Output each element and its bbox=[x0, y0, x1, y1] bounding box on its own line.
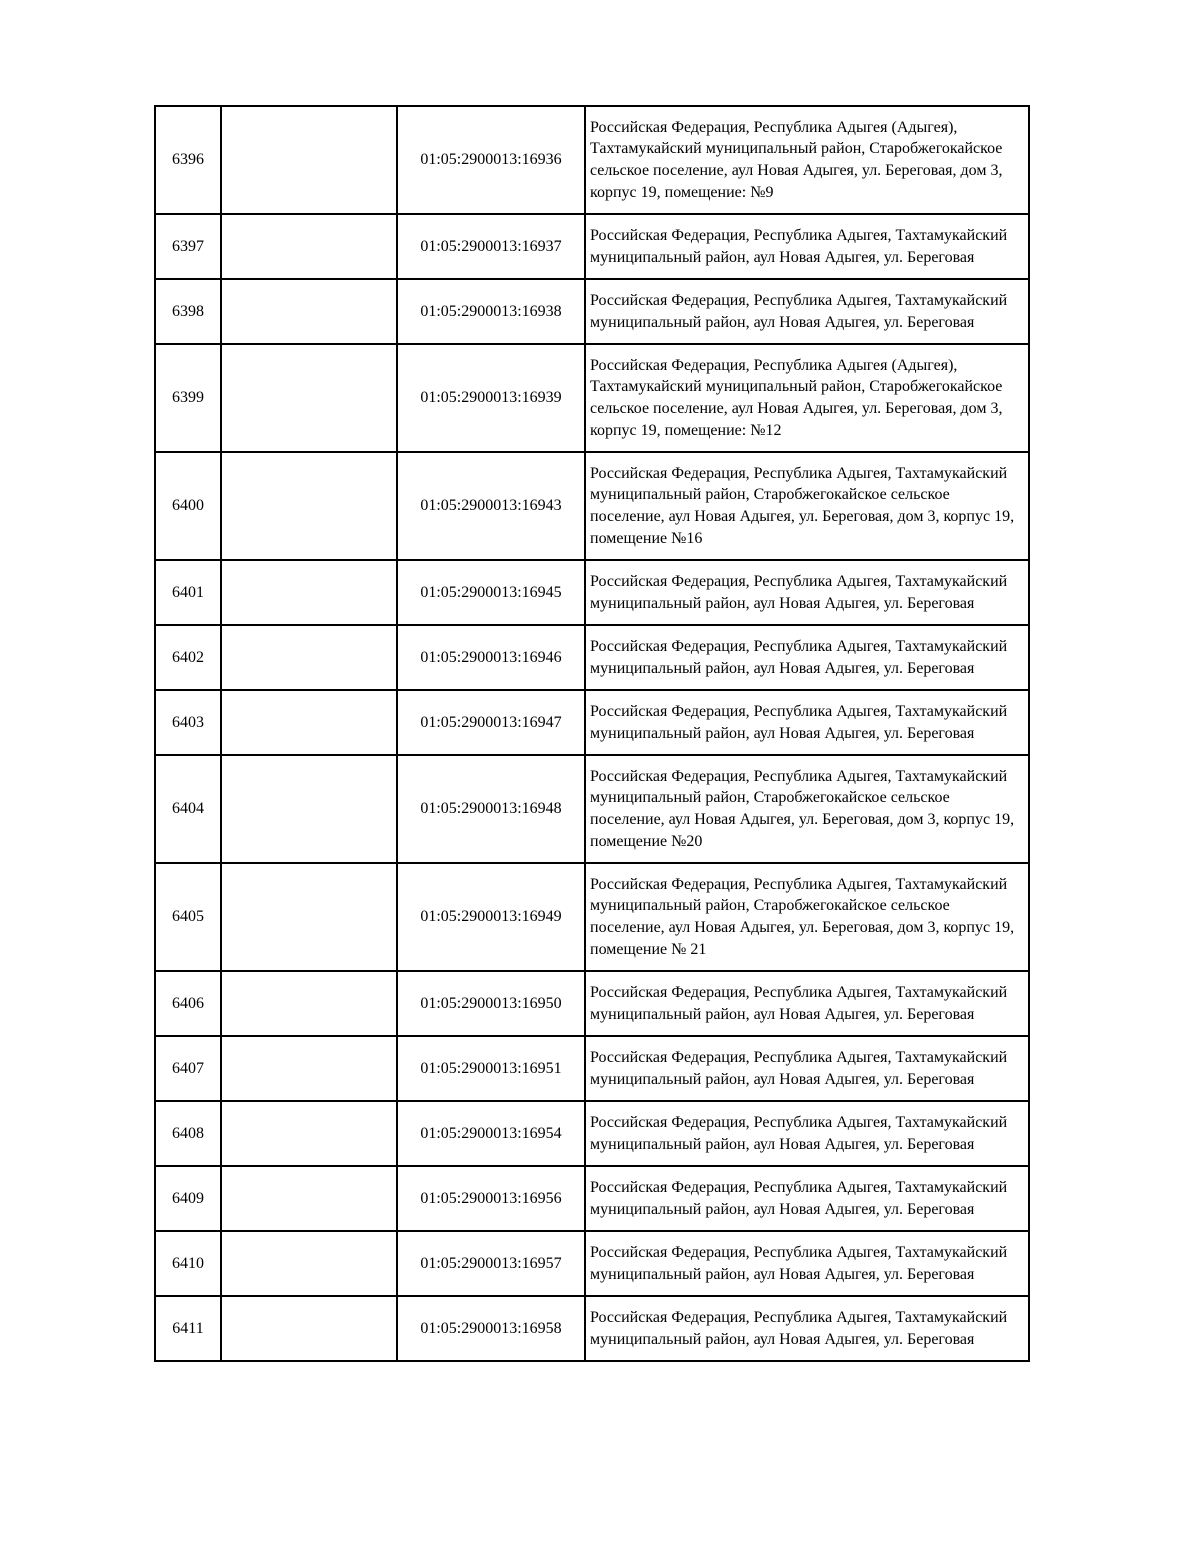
row-number: 6401 bbox=[155, 560, 221, 625]
table-row bbox=[155, 971, 1029, 1036]
table-row bbox=[155, 755, 1029, 863]
row-number: 6400 bbox=[155, 452, 221, 560]
address-cell: Российская Федерация, Республика Адыгея (Адыгея), Тахтамукайский муниципальный район, Старобжегокайское сельское поселение, аул Новая Адыгея, ул. Береговая, дом 3, корпус 19, помещение: №9 bbox=[585, 106, 1029, 214]
row-number: 6396 bbox=[155, 106, 221, 214]
address-cell: Российская Федерация, Республика Адыгея, Тахтамукайский муниципальный район, аул Новая Адыгея, ул. Береговая bbox=[585, 1101, 1029, 1166]
cadastral-number: 01:05:2900013:16950 bbox=[397, 971, 585, 1036]
address-cell: Российская Федерация, Республика Адыгея, Тахтамукайский муниципальный район, аул Новая Адыгея, ул. Береговая bbox=[585, 1231, 1029, 1296]
row-number: 6409 bbox=[155, 1166, 221, 1231]
row-number: 6406 bbox=[155, 971, 221, 1036]
row-number: 6403 bbox=[155, 690, 221, 755]
owner-cell bbox=[221, 1166, 397, 1231]
table-row bbox=[155, 344, 1029, 452]
cadastral-number: 01:05:2900013:16946 bbox=[397, 625, 585, 690]
owner-cell bbox=[221, 755, 397, 863]
row-number: 6410 bbox=[155, 1231, 221, 1296]
property-table bbox=[154, 105, 1030, 1362]
cadastral-number: 01:05:2900013:16958 bbox=[397, 1296, 585, 1361]
cadastral-number: 01:05:2900013:16956 bbox=[397, 1166, 585, 1231]
cadastral-number: 01:05:2900013:16949 bbox=[397, 863, 585, 971]
cadastral-number: 01:05:2900013:16939 bbox=[397, 344, 585, 452]
address-cell: Российская Федерация, Республика Адыгея, Тахтамукайский муниципальный район, Старобжегокайское сельское поселение, аул Новая Адыгея, ул. Береговая, дом 3, корпус 19, помещение №20 bbox=[585, 755, 1029, 863]
owner-cell bbox=[221, 863, 397, 971]
row-number: 6407 bbox=[155, 1036, 221, 1101]
address-cell: Российская Федерация, Республика Адыгея (Адыгея), Тахтамукайский муниципальный район, Старобжегокайское сельское поселение, аул Новая Адыгея, ул. Береговая, дом 3, корпус 19, помещение: №12 bbox=[585, 344, 1029, 452]
row-number: 6398 bbox=[155, 279, 221, 344]
address-cell: Российская Федерация, Республика Адыгея, Тахтамукайский муниципальный район, аул Новая Адыгея, ул. Береговая bbox=[585, 690, 1029, 755]
cadastral-number: 01:05:2900013:16957 bbox=[397, 1231, 585, 1296]
owner-cell bbox=[221, 106, 397, 214]
address-cell: Российская Федерация, Республика Адыгея, Тахтамукайский муниципальный район, аул Новая Адыгея, ул. Береговая bbox=[585, 1296, 1029, 1361]
table-row bbox=[155, 625, 1029, 690]
owner-cell bbox=[221, 344, 397, 452]
table-row bbox=[155, 279, 1029, 344]
row-number: 6402 bbox=[155, 625, 221, 690]
property-table-body bbox=[155, 106, 1029, 1361]
cadastral-number: 01:05:2900013:16954 bbox=[397, 1101, 585, 1166]
cadastral-number: 01:05:2900013:16938 bbox=[397, 279, 585, 344]
address-cell: Российская Федерация, Республика Адыгея, Тахтамукайский муниципальный район, аул Новая Адыгея, ул. Береговая bbox=[585, 1036, 1029, 1101]
address-cell: Российская Федерация, Республика Адыгея, Тахтамукайский муниципальный район, аул Новая Адыгея, ул. Береговая bbox=[585, 1166, 1029, 1231]
address-cell: Российская Федерация, Республика Адыгея, Тахтамукайский муниципальный район, Старобжегокайское сельское поселение, аул Новая Адыгея, ул. Береговая, дом 3, корпус 19, помещение № 21 bbox=[585, 863, 1029, 971]
owner-cell bbox=[221, 279, 397, 344]
row-number: 6405 bbox=[155, 863, 221, 971]
cadastral-number: 01:05:2900013:16947 bbox=[397, 690, 585, 755]
address-cell: Российская Федерация, Республика Адыгея, Тахтамукайский муниципальный район, Старобжегокайское сельское поселение, аул Новая Адыгея, ул. Береговая, дом 3, корпус 19, помещение №16 bbox=[585, 452, 1029, 560]
address-cell: Российская Федерация, Республика Адыгея, Тахтамукайский муниципальный район, аул Новая Адыгея, ул. Береговая bbox=[585, 560, 1029, 625]
cadastral-number: 01:05:2900013:16945 bbox=[397, 560, 585, 625]
row-number: 6397 bbox=[155, 214, 221, 279]
cadastral-number: 01:05:2900013:16937 bbox=[397, 214, 585, 279]
cadastral-number: 01:05:2900013:16951 bbox=[397, 1036, 585, 1101]
table-row bbox=[155, 690, 1029, 755]
owner-cell bbox=[221, 690, 397, 755]
owner-cell bbox=[221, 971, 397, 1036]
owner-cell bbox=[221, 560, 397, 625]
row-number: 6399 bbox=[155, 344, 221, 452]
table-row bbox=[155, 1231, 1029, 1296]
owner-cell bbox=[221, 1296, 397, 1361]
table-row bbox=[155, 106, 1029, 214]
cadastral-number: 01:05:2900013:16948 bbox=[397, 755, 585, 863]
cadastral-number: 01:05:2900013:16943 bbox=[397, 452, 585, 560]
address-cell: Российская Федерация, Республика Адыгея, Тахтамукайский муниципальный район, аул Новая Адыгея, ул. Береговая bbox=[585, 625, 1029, 690]
table-row bbox=[155, 1036, 1029, 1101]
row-number: 6411 bbox=[155, 1296, 221, 1361]
table-row bbox=[155, 1166, 1029, 1231]
owner-cell bbox=[221, 1101, 397, 1166]
address-cell: Российская Федерация, Республика Адыгея, Тахтамукайский муниципальный район, аул Новая Адыгея, ул. Береговая bbox=[585, 279, 1029, 344]
address-cell: Российская Федерация, Республика Адыгея, Тахтамукайский муниципальный район, аул Новая Адыгея, ул. Береговая bbox=[585, 214, 1029, 279]
table-row bbox=[155, 560, 1029, 625]
table-row bbox=[155, 1296, 1029, 1361]
cadastral-number: 01:05:2900013:16936 bbox=[397, 106, 585, 214]
owner-cell bbox=[221, 625, 397, 690]
row-number: 6408 bbox=[155, 1101, 221, 1166]
table-row bbox=[155, 1101, 1029, 1166]
address-cell: Российская Федерация, Республика Адыгея, Тахтамукайский муниципальный район, аул Новая Адыгея, ул. Береговая bbox=[585, 971, 1029, 1036]
owner-cell bbox=[221, 1036, 397, 1101]
row-number: 6404 bbox=[155, 755, 221, 863]
table-row bbox=[155, 214, 1029, 279]
table-row bbox=[155, 863, 1029, 971]
table-row bbox=[155, 452, 1029, 560]
owner-cell bbox=[221, 214, 397, 279]
owner-cell bbox=[221, 1231, 397, 1296]
owner-cell bbox=[221, 452, 397, 560]
